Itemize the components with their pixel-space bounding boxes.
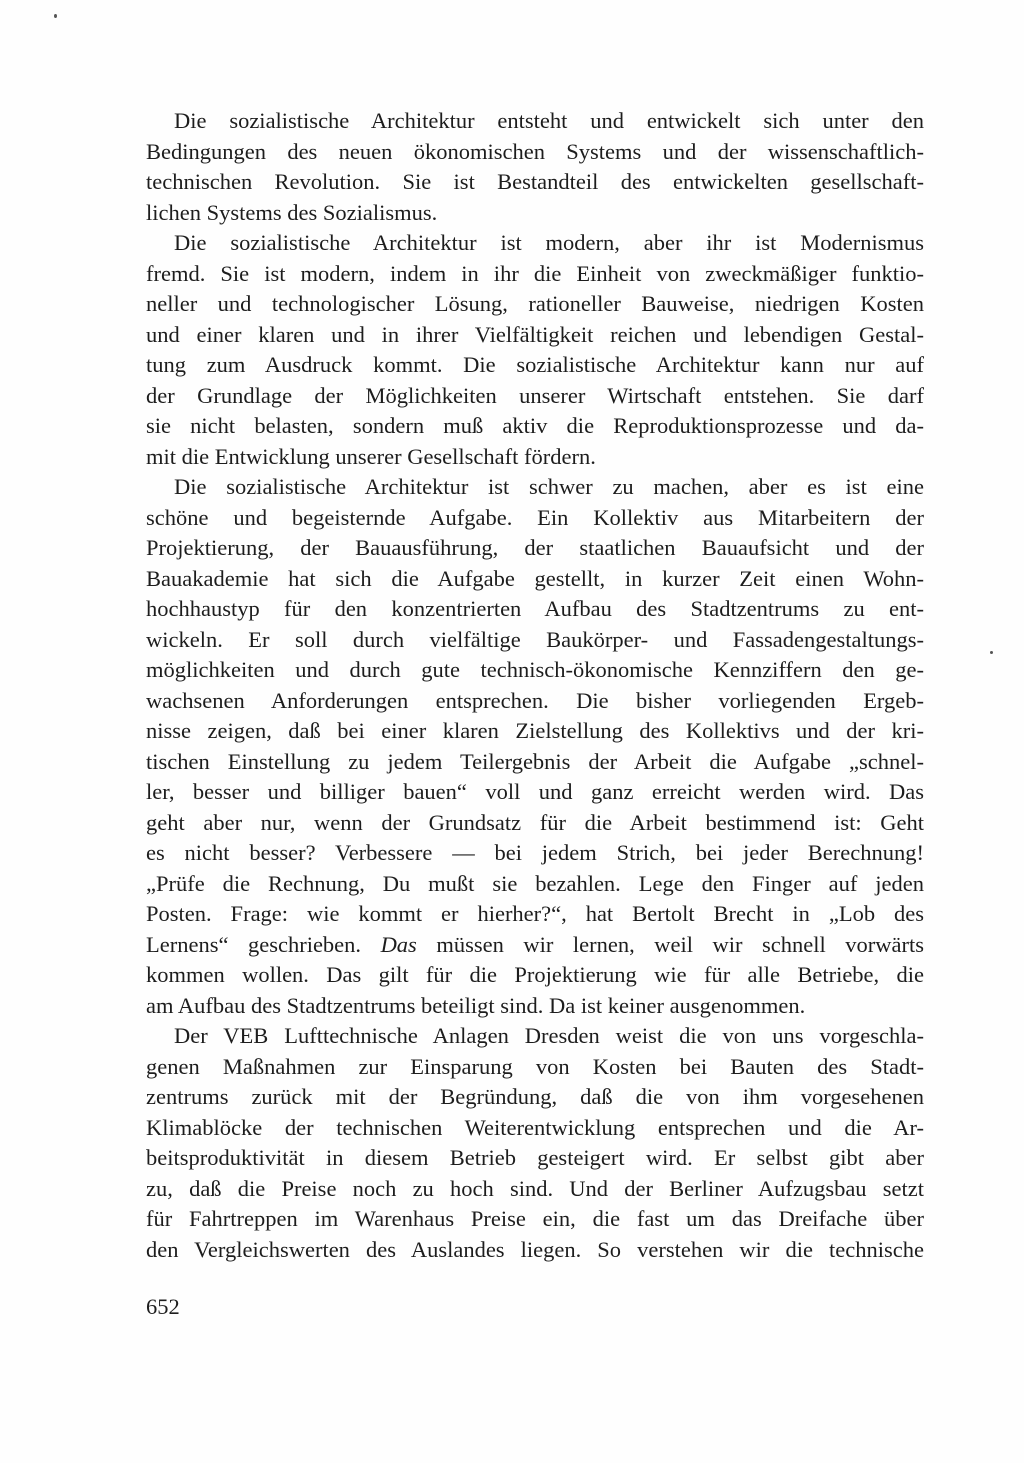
- text-line: sie nicht belasten, sondern muß aktiv die Reproduktionsprozesse und da-: [146, 413, 924, 438]
- scan-speck: [990, 651, 993, 654]
- text-line: mit die Entwicklung unserer Gesellschaft fördern.: [146, 443, 596, 469]
- text-line: Projektierung, der Bauausführung, der staatlichen Bauaufsicht und der: [146, 535, 924, 560]
- text-line: kommen wollen. Das gilt für die Projektierung wie für alle Betriebe, die: [146, 962, 924, 987]
- text-line: Der VEB Lufttechnische Anlagen Dresden weist die von uns vorgeschla-: [174, 1023, 924, 1048]
- text-line: am Aufbau des Stadtzentrums beteiligt sind. Da ist keiner ausgenommen.: [146, 992, 806, 1018]
- paragraph-1: [146, 106, 924, 228]
- text-line: lichen Systems des Sozialismus.: [146, 199, 438, 225]
- paragraph-4: [146, 1021, 924, 1265]
- text-line: schöne und begeisternde Aufgabe. Ein Kollektiv aus Mitarbeitern der: [146, 504, 924, 530]
- text-line: hochhaustyp für den konzentrierten Aufbau des Stadtzentrums zu ent-: [146, 596, 924, 621]
- text-line: fremd. Sie ist modern, indem in ihr die Einheit von zweckmäßiger funktio-: [146, 260, 924, 286]
- scan-speck: [54, 14, 57, 18]
- text-line: Lernens“ geschrieben. Das müssen wir lernen, weil wir schnell vorwärts: [146, 931, 924, 957]
- text-line: Posten. Frage: wie kommt er hierher?“, hat Bertolt Brecht in „Lob des: [146, 901, 924, 926]
- text-line: nisse zeigen, daß bei einer klaren Zielstellung des Kollektivs und der kri-: [146, 718, 924, 743]
- text-line: möglichkeiten und durch gute technisch-ökonomische Kennziffern den ge-: [146, 657, 924, 682]
- text-line: tischen Einstellung zu jedem Teilergebnis der Arbeit die Aufgabe „schnel-: [146, 748, 924, 774]
- text-line: beitsproduktivität in diesem Betrieb gesteigert wird. Er selbst gibt aber: [146, 1145, 924, 1170]
- text-line: tung zum Ausdruck kommt. Die sozialistische Architektur kann nur auf: [146, 352, 924, 377]
- text-line: wickeln. Er soll durch vielfältige Baukörper- und Fassadengestaltungs-: [146, 626, 924, 652]
- text-line: Die sozialistische Architektur ist modern, aber ihr ist Modernismus: [174, 230, 924, 255]
- text-line: geht aber nur, wenn der Grundsatz für die Arbeit bestimmend ist: Geht: [146, 809, 924, 835]
- text-line: Die sozialistische Architektur entsteht und entwickelt sich unter den: [174, 108, 924, 133]
- text-line: wachsenen Anforderungen entsprechen. Die bisher vorliegenden Ergeb-: [146, 687, 924, 713]
- text-line: ler, besser und billiger bauen“ voll und ganz erreicht werden wird. Das: [146, 779, 924, 804]
- text-line: neller und technologischer Lösung, rationeller Bauweise, niedrigen Kosten: [146, 291, 924, 316]
- text-line: Klimablöcke der technischen Weiterentwicklung entsprechen und die Ar-: [146, 1114, 924, 1140]
- text-line: technischen Revolution. Sie ist Bestandteil des entwickelten gesellschaft-: [146, 169, 924, 194]
- text-line: Die sozialistische Architektur ist schwer zu machen, aber es ist eine: [174, 474, 924, 499]
- text-line: zentrums zurück mit der Begründung, daß die von ihm vorgesehenen: [146, 1084, 924, 1109]
- text-line: genen Maßnahmen zur Einsparung von Kosten bei Bauten des Stadt-: [146, 1053, 924, 1079]
- text-line: zu, daß die Preise noch zu hoch sind. Und der Berliner Aufzugsbau setzt: [146, 1175, 924, 1201]
- body-text: [146, 106, 924, 1265]
- text-line: „Prüfe die Rechnung, Du mußt sie bezahlen. Lege den Finger auf jeden: [146, 870, 924, 896]
- paragraph-3: [146, 472, 924, 1021]
- paragraph-2: [146, 228, 924, 472]
- text-line: der Grundlage der Möglichkeiten unserer Wirtschaft entstehen. Sie darf: [146, 382, 924, 408]
- text-line: für Fahrtreppen im Warenhaus Preise ein, die fast um das Dreifache über: [146, 1206, 924, 1231]
- text-line: und einer klaren und in ihrer Vielfältigkeit reichen und lebendigen Gestal-: [146, 321, 924, 347]
- text-line: den Vergleichswerten des Auslandes liegen. So verstehen wir die technische: [146, 1236, 924, 1262]
- text-line: Bedingungen des neuen ökonomischen Systems und der wissenschaftlich-: [146, 138, 924, 164]
- page-number: 652: [146, 1294, 180, 1319]
- text-line: Bauakademie hat sich die Aufgabe gestellt, in kurzer Zeit einen Wohn-: [146, 565, 924, 591]
- text-line: es nicht besser? Verbessere — bei jedem Strich, bei jeder Berechnung!: [146, 840, 924, 865]
